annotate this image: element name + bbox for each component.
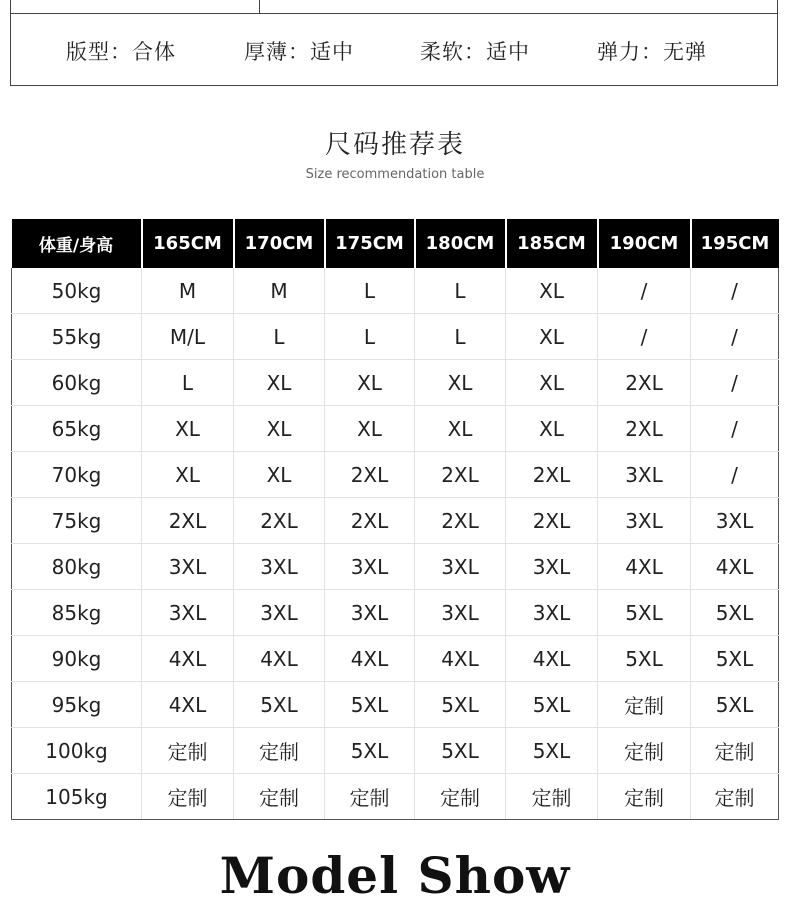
attribute-softness: 柔软：适中	[420, 40, 530, 64]
size-cell: /	[691, 452, 779, 498]
size-cell: 4XL	[325, 636, 415, 682]
size-cell: XL	[415, 406, 506, 452]
table-header	[12, 219, 779, 268]
table-row	[12, 406, 779, 452]
table-row	[12, 452, 779, 498]
size-cell: 3XL	[598, 452, 691, 498]
table-row	[12, 728, 779, 774]
size-cell: XL	[506, 406, 598, 452]
size-cell: 5XL	[598, 590, 691, 636]
size-cell: /	[691, 268, 779, 314]
size-cell: /	[691, 406, 779, 452]
size-cell: /	[598, 268, 691, 314]
attributes-column-divider	[259, 0, 260, 13]
size-cell: 3XL	[415, 590, 506, 636]
size-cell: 2XL	[506, 498, 598, 544]
size-cell: 2XL	[598, 360, 691, 406]
weight-cell: 65kg	[12, 406, 142, 452]
header-weight-height: 体重/身高	[12, 219, 142, 268]
size-cell: XL	[142, 406, 234, 452]
size-cell: 5XL	[691, 682, 779, 728]
size-cell: M/L	[142, 314, 234, 360]
size-cell: XL	[142, 452, 234, 498]
size-cell: XL	[506, 314, 598, 360]
size-cell: XL	[325, 360, 415, 406]
table-row	[12, 636, 779, 682]
header-height-column: 195CM	[691, 219, 779, 268]
size-cell: 3XL	[325, 590, 415, 636]
attributes-top-divider	[11, 13, 777, 14]
size-cell: 定制	[506, 774, 598, 820]
attribute-thickness: 厚薄：适中	[244, 40, 354, 64]
size-cell: XL	[234, 452, 325, 498]
weight-cell: 50kg	[12, 268, 142, 314]
size-cell: 5XL	[325, 682, 415, 728]
header-height-column: 170CM	[234, 219, 325, 268]
header-height-column: 185CM	[506, 219, 598, 268]
header-height-column: 190CM	[598, 219, 691, 268]
attribute-fit: 版型：合体	[66, 40, 176, 64]
table-row	[12, 544, 779, 590]
size-cell: 4XL	[415, 636, 506, 682]
size-cell: 定制	[234, 728, 325, 774]
model-show-title: Model Show	[219, 846, 571, 905]
size-cell: XL	[506, 360, 598, 406]
size-cell: 2XL	[325, 452, 415, 498]
size-cell: 定制	[598, 728, 691, 774]
header-height-column: 165CM	[142, 219, 234, 268]
weight-cell: 100kg	[12, 728, 142, 774]
attribute-elasticity: 弹力：无弹	[597, 40, 707, 64]
weight-cell: 75kg	[12, 498, 142, 544]
size-cell: 2XL	[415, 452, 506, 498]
size-cell: 3XL	[506, 590, 598, 636]
size-cell: 4XL	[234, 636, 325, 682]
table-body	[12, 268, 779, 820]
size-cell: L	[325, 314, 415, 360]
size-cell: L	[142, 360, 234, 406]
size-cell: 2XL	[506, 452, 598, 498]
size-cell: 定制	[325, 774, 415, 820]
size-cell: 定制	[598, 774, 691, 820]
size-cell: /	[691, 314, 779, 360]
weight-cell: 70kg	[12, 452, 142, 498]
size-cell: /	[598, 314, 691, 360]
header-row	[12, 219, 779, 268]
size-cell: 定制	[234, 774, 325, 820]
weight-cell: 55kg	[12, 314, 142, 360]
size-chart-subtitle: Size recommendation table	[305, 167, 485, 182]
size-cell: 4XL	[598, 544, 691, 590]
size-cell: 5XL	[506, 682, 598, 728]
size-recommendation-table	[11, 219, 779, 820]
size-cell: 定制	[598, 682, 691, 728]
size-cell: M	[234, 268, 325, 314]
weight-cell: 80kg	[12, 544, 142, 590]
size-cell: 4XL	[691, 544, 779, 590]
size-cell: 3XL	[325, 544, 415, 590]
size-cell: L	[325, 268, 415, 314]
size-cell: 5XL	[598, 636, 691, 682]
table-row	[12, 774, 779, 820]
size-cell: 5XL	[691, 590, 779, 636]
size-chart-title: 尺码推荐表	[324, 130, 465, 160]
table-row	[12, 314, 779, 360]
table-row	[12, 682, 779, 728]
table-row	[12, 498, 779, 544]
product-attributes-box	[10, 0, 778, 86]
size-cell: 5XL	[415, 682, 506, 728]
size-cell: 定制	[415, 774, 506, 820]
size-cell: /	[691, 360, 779, 406]
size-cell: 4XL	[142, 682, 234, 728]
table-row	[12, 360, 779, 406]
header-height-column: 180CM	[415, 219, 506, 268]
size-cell: 3XL	[142, 544, 234, 590]
size-cell: 2XL	[598, 406, 691, 452]
size-cell: XL	[325, 406, 415, 452]
size-cell: 3XL	[142, 590, 234, 636]
size-cell: 3XL	[234, 590, 325, 636]
size-cell: 2XL	[234, 498, 325, 544]
size-cell: 3XL	[415, 544, 506, 590]
size-cell: 5XL	[691, 636, 779, 682]
size-cell: 4XL	[142, 636, 234, 682]
size-cell: 5XL	[234, 682, 325, 728]
size-cell: XL	[234, 360, 325, 406]
size-cell: 3XL	[234, 544, 325, 590]
size-cell: 2XL	[325, 498, 415, 544]
header-height-column: 175CM	[325, 219, 415, 268]
size-cell: 4XL	[506, 636, 598, 682]
size-cell: 3XL	[691, 498, 779, 544]
size-cell: XL	[506, 268, 598, 314]
size-cell: 3XL	[598, 498, 691, 544]
table-row	[12, 590, 779, 636]
size-cell: 5XL	[506, 728, 598, 774]
size-cell: XL	[415, 360, 506, 406]
size-cell: L	[415, 268, 506, 314]
size-cell: 2XL	[415, 498, 506, 544]
size-cell: L	[234, 314, 325, 360]
weight-cell: 60kg	[12, 360, 142, 406]
size-cell: 3XL	[506, 544, 598, 590]
weight-cell: 90kg	[12, 636, 142, 682]
weight-cell: 85kg	[12, 590, 142, 636]
size-cell: 定制	[691, 728, 779, 774]
size-cell: 2XL	[142, 498, 234, 544]
attributes-row	[11, 36, 777, 62]
size-cell: 定制	[142, 774, 234, 820]
weight-cell: 105kg	[12, 774, 142, 820]
table-row	[12, 268, 779, 314]
weight-cell: 95kg	[12, 682, 142, 728]
size-cell: 定制	[691, 774, 779, 820]
size-cell: XL	[234, 406, 325, 452]
size-cell: M	[142, 268, 234, 314]
size-cell: L	[415, 314, 506, 360]
size-cell: 5XL	[415, 728, 506, 774]
size-cell: 5XL	[325, 728, 415, 774]
size-cell: 定制	[142, 728, 234, 774]
